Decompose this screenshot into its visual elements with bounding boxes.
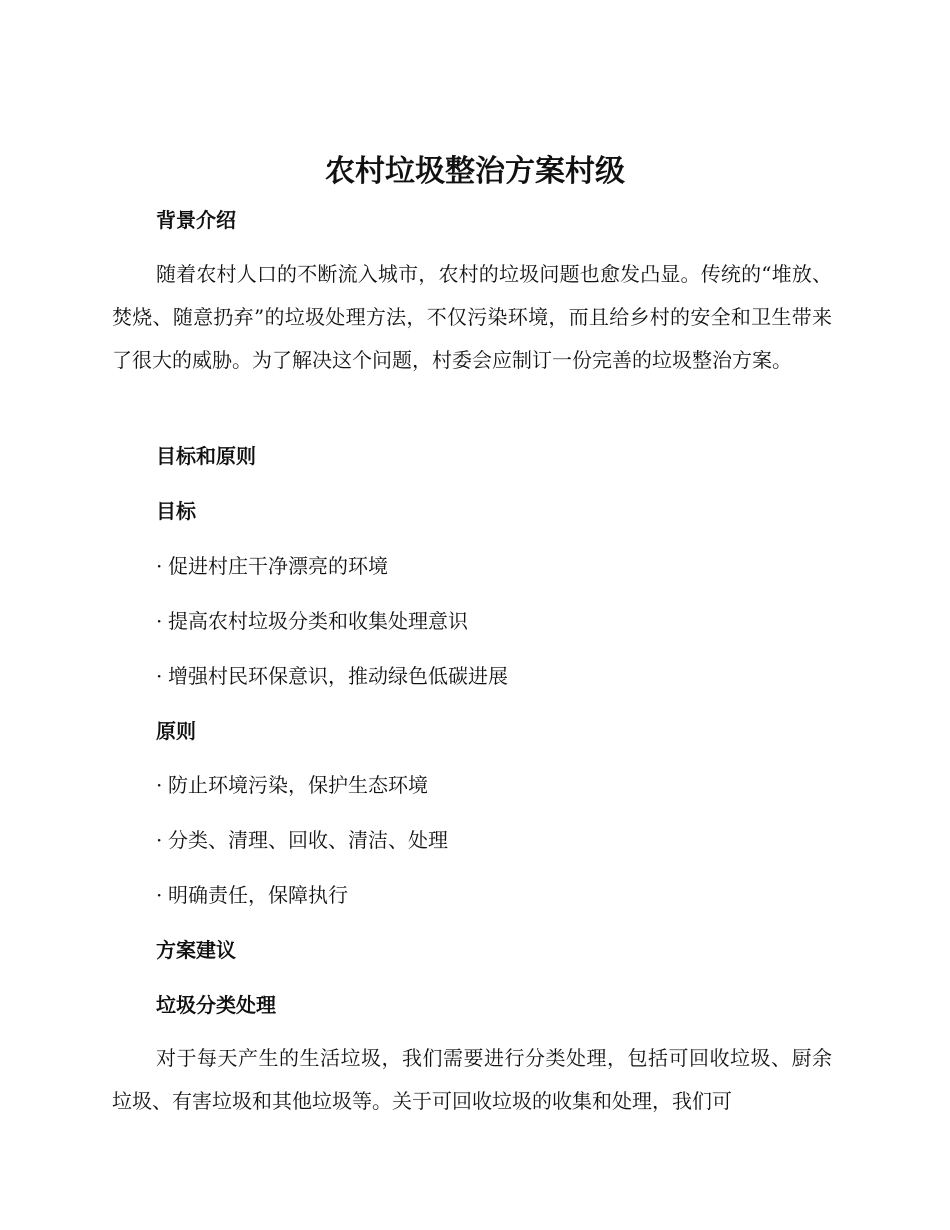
heading-goals: 目标 [156,499,196,523]
principle-item [156,825,448,855]
principle-item-text: 明确责任，保障执行 [168,883,348,907]
bullet-marker: · [156,828,163,852]
goal-item [156,661,508,691]
goal-item [156,606,468,636]
bullet-marker: · [156,883,163,907]
principle-item [156,770,428,800]
paragraph-background: 随着农村人口的不断流入城市，农村的垃圾问题也愈发凸显。传统的“堆放、焚烧、随意扔弃”的垃圾处理方法，不仅污染环境，而且给乡村的安全和卫生带来了很大的威胁。为了解决这个问题，村委会应制订一份完善的垃圾整治方案。 [112,262,832,372]
heading-goals-principles: 目标和原则 [156,444,256,468]
principle-item [156,880,348,910]
goal-item [156,551,388,581]
principle-item-text: 防止环境污染，保护生态环境 [168,773,428,797]
bullet-marker: · [156,773,163,797]
goal-item-text: 促进村庄干净漂亮的环境 [168,554,388,578]
principle-item-text: 分类、清理、回收、清洁、处理 [168,828,448,852]
document-title: 农村垃圾整治方案村级 [325,154,625,189]
bullet-marker: · [156,609,163,633]
heading-sorting: 垃圾分类处理 [156,993,276,1017]
paragraph-sorting: 对于每天产生的生活垃圾，我们需要进行分类处理，包括可回收垃圾、厨余垃圾、有害垃圾和其他垃圾等。关于可回收垃圾的收集和处理，我们可 [112,1046,832,1113]
goal-item-text: 提高农村垃圾分类和收集处理意识 [168,609,468,633]
goal-item-text: 增强村民环保意识，推动绿色低碳进展 [168,664,508,688]
bullet-marker: · [156,664,163,688]
heading-background: 背景介绍 [156,208,236,232]
heading-proposal: 方案建议 [156,938,236,962]
bullet-marker: · [156,554,163,578]
heading-principles: 原则 [156,719,196,743]
